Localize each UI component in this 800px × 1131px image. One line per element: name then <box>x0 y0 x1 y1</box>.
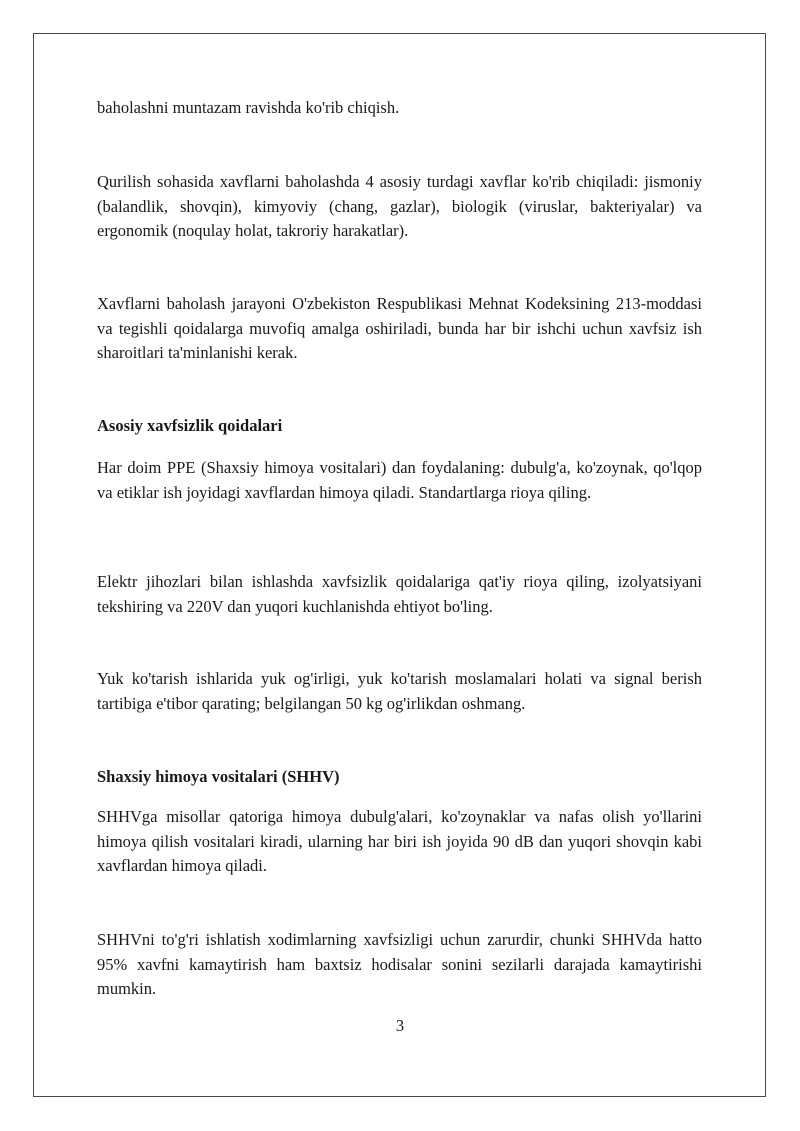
paragraph-lifting-safety: Yuk ko'tarish ishlarida yuk og'irligi, yuk ko'tarish moslamalari holati va signal berish tartibiga e'tibor qarating; belgilangan 50 kg og'irlikdan oshmang. <box>97 669 702 713</box>
section-heading-safety-rules: Asosiy xavfsizlik qoidalari <box>97 416 283 435</box>
paragraph-continuation: baholashni muntazam ravishda ko'rib chiqish. <box>97 98 400 117</box>
paragraph-ppe-examples: SHHVga misollar qatoriga himoya dubulg'alari, ko'zoynaklar va nafas olish yo'llarini himoya qilish vositalari kiradi, ularning har biri ish joyida 90 dB dan yuqori shovqin kabi xavflardan himoya qiladi. <box>97 807 702 875</box>
paragraph-hazard-types: Qurilish sohasida xavflarni baholashda 4 asosiy turdagi xavflar ko'rib chiqiladi: jismoniy (balandlik, shovqin), kimyoviy (chang, gazlar), biologik (viruslar, bakteriyalar) va ergonomik (noqulay holat, takroriy harakatlar). <box>97 172 702 240</box>
page-number: 3 <box>395 1016 405 1035</box>
paragraph-electrical-safety: Elektr jihozlari bilan ishlashda xavfsizlik qoidalariga qat'iy rioya qiling, izolyatsiyani tekshiring va 220V dan yuqori kuchlanishda ehtiyot bo'ling. <box>97 572 702 616</box>
paragraph-legal-basis: Xavflarni baholash jarayoni O'zbekiston Respublikasi Mehnat Kodeksining 213-moddasi va tegishli qoidalarga muvofiq amalga oshiriladi, bunda har bir ishchi uchun xavfsiz ish sharoitlari ta'minlanishi kerak. <box>97 294 702 362</box>
section-heading-ppe: Shaxsiy himoya vositalari (SHHV) <box>97 767 340 786</box>
paragraph-ppe-usage: Har doim PPE (Shaxsiy himoya vositalari) dan foydalaning: dubulg'a, ko'zoynak, qo'lqop va etiklar ish joyidagi xavflardan himoya qiladi. Standartlarga rioya qiling. <box>97 458 702 502</box>
paragraph-ppe-importance: SHHVni to'g'ri ishlatish xodimlarning xavfsizligi uchun zarurdir, chunki SHHVda hatto 95% xavfni kamaytirish ham baxtsiz hodisalar sonini sezilarli darajada kamaytirishi mumkin. <box>97 930 702 998</box>
